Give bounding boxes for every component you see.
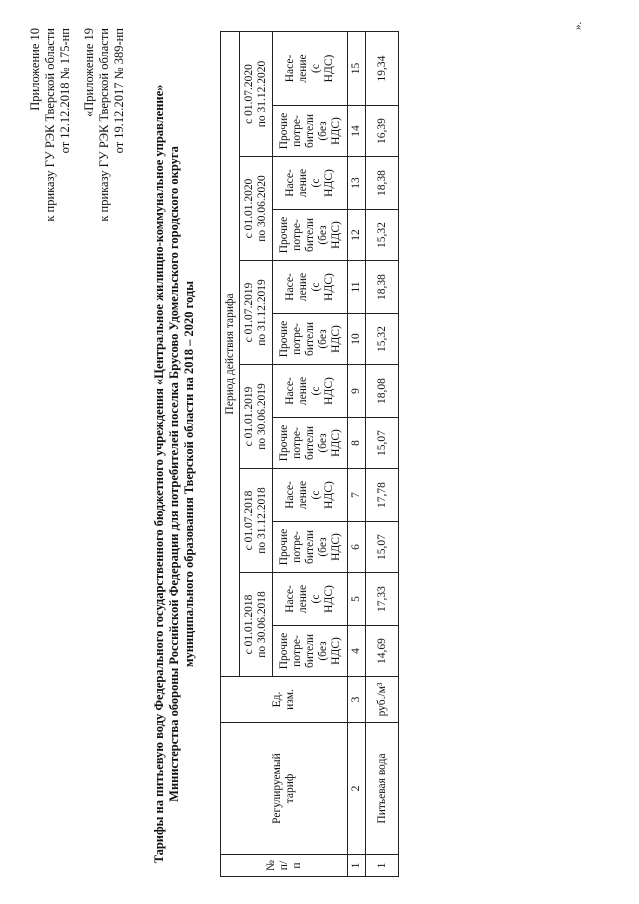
cell-line: потре- [290, 219, 303, 251]
column-number-row [348, 32, 366, 877]
header-cell-period-range [240, 469, 273, 573]
header-cell-other-consumers [273, 522, 348, 573]
header-cell-population [273, 469, 348, 522]
header-cell-unit [221, 677, 348, 723]
column-number-cell: 10 [348, 314, 366, 365]
table-cell: 17,33 [366, 573, 399, 626]
cell-line: (с [310, 282, 322, 292]
column-number-cell: 6 [348, 522, 366, 573]
column-number-cell: 3 [348, 677, 366, 723]
cell-line: № [264, 860, 277, 871]
cell-line: бители [303, 217, 316, 253]
cell-line: (с [310, 178, 322, 188]
cell-line: НДС) [323, 377, 335, 405]
cell-line: Насе- [284, 585, 296, 613]
cell-line: НДС) [323, 585, 335, 613]
header-cell-other-consumers [273, 314, 348, 365]
cell-line: по 30.06.2020 [256, 175, 268, 242]
cell-line: бители [303, 633, 316, 669]
cell-line: с 01.01.2018 [243, 594, 255, 655]
cell-line: по 31.12.2019 [256, 279, 268, 346]
cell-line: ление [297, 272, 309, 302]
cell-line: НДС) [329, 117, 342, 145]
cell-line: НДС) [329, 325, 342, 353]
cell-line: по 30.06.2019 [256, 383, 268, 450]
document-title [152, 74, 197, 874]
appendix-line: от 12.12.2018 № 175-нп [58, 28, 72, 154]
cell-line: НДС) [329, 533, 342, 561]
cell-line: п [290, 862, 303, 869]
header-cell-population [273, 157, 348, 210]
column-number-cell: 8 [348, 418, 366, 469]
column-number-cell: 13 [348, 157, 366, 210]
header-cell-other-consumers [273, 106, 348, 157]
table-cell: руб./м³ [366, 677, 399, 723]
table-cell: 16,39 [366, 106, 399, 157]
header-cell-period: Период действия тарифа [221, 32, 240, 677]
cell-line: НДС) [323, 481, 335, 509]
cell-line: Насе- [284, 377, 296, 405]
appendix-line: к приказу ГУ РЭК Тверской области [43, 28, 57, 222]
column-number-cell: 14 [348, 106, 366, 157]
cell-line: бители [303, 425, 316, 461]
cell-line: ление [297, 584, 309, 614]
column-number-cell: 12 [348, 210, 366, 261]
table-cell: Питьевая вода [366, 723, 399, 855]
table-cell: 15,07 [366, 522, 399, 573]
cell-line: НДС) [323, 169, 335, 197]
column-number-cell: 9 [348, 365, 366, 418]
table-cell: 15,07 [366, 418, 399, 469]
cell-line: потре- [290, 323, 303, 355]
cell-line: потре- [290, 427, 303, 459]
cell-line: НДС) [329, 429, 342, 457]
cell-line: ление [297, 376, 309, 406]
cell-line: Прочие [277, 320, 290, 358]
cell-line: бители [303, 529, 316, 565]
cell-line: с 01.07.2020 [243, 64, 255, 124]
table-cell: 18,38 [366, 261, 399, 314]
cell-line: ление [297, 168, 309, 198]
table-cell: 18,38 [366, 157, 399, 210]
cell-line: Регулируемый [271, 753, 283, 824]
cell-line: Насе- [284, 481, 296, 509]
column-number-cell: 11 [348, 261, 366, 314]
column-number-cell: 4 [348, 626, 366, 677]
cell-line: бители [303, 113, 316, 149]
cell-line: изм. [284, 689, 296, 710]
cell-line: (без [316, 537, 329, 557]
cell-line: потре- [290, 531, 303, 563]
cell-line: Прочие [277, 112, 290, 150]
appendix-line: Приложение 10 [28, 28, 42, 111]
cell-line: Насе- [284, 273, 296, 301]
table-cell: 14,69 [366, 626, 399, 677]
column-number-cell: 7 [348, 469, 366, 522]
table-cell: 17,78 [366, 469, 399, 522]
cell-line: ление [297, 480, 309, 510]
header-cell-other-consumers [273, 418, 348, 469]
column-number-cell: 5 [348, 573, 366, 626]
table-cell: 18,08 [366, 365, 399, 418]
table-cell: 19,34 [366, 32, 399, 106]
cell-line: бители [303, 321, 316, 357]
table-cell: 1 [366, 855, 399, 877]
appendix-line: «Приложение 19 [82, 28, 96, 117]
header-cell-period-range [240, 157, 273, 261]
cell-line: (с [310, 64, 322, 73]
cell-line: Прочие [277, 216, 290, 254]
header-cell-population [273, 573, 348, 626]
cell-line: с 01.01.2019 [243, 386, 255, 447]
appendix-current [28, 28, 73, 222]
header-cell-period-range [240, 573, 273, 677]
cell-line: (без [316, 641, 329, 661]
cell-line: (без [316, 433, 329, 453]
cell-line: по 31.12.2018 [256, 487, 268, 554]
table-cell: 15,32 [366, 210, 399, 261]
table-cell: 15,32 [366, 314, 399, 365]
cell-line: с 01.07.2019 [243, 282, 255, 343]
cell-line: (с [310, 386, 322, 396]
header-cell-period-range [240, 261, 273, 365]
header-cell-population [273, 261, 348, 314]
cell-line: НДС) [329, 637, 342, 665]
column-number-cell: 1 [348, 855, 366, 877]
title-line: Министерства обороны Российской Федерации для потребителей поселка Брусово Удомельского городского округа [167, 146, 181, 802]
cell-line: Прочие [277, 528, 290, 566]
appendix-line: к приказу ГУ РЭК Тверской области [97, 28, 111, 222]
table-body [221, 32, 399, 877]
cell-line: НДС) [323, 273, 335, 301]
closing-quote: ». [572, 21, 584, 30]
appendix-previous [82, 28, 127, 222]
cell-line: потре- [290, 115, 303, 147]
cell-line: (с [310, 594, 322, 604]
tariff-table [220, 31, 399, 877]
table-row [366, 32, 399, 877]
cell-line: с 01.07.2018 [243, 490, 255, 551]
header-cell-population [273, 32, 348, 106]
appendix-line: от 19.12.2017 № 389-нп [112, 28, 126, 154]
title-line: муниципального образования Тверской области на 2018 – 2020 годы [182, 281, 196, 667]
cell-line: (с [310, 490, 322, 500]
cell-line: (без [316, 121, 329, 141]
column-number-cell: 2 [348, 723, 366, 855]
cell-line: (без [316, 329, 329, 349]
header-row-period [221, 32, 240, 877]
cell-line: НДС) [329, 221, 342, 249]
header-cell-period-range [240, 32, 273, 157]
cell-line: (без [316, 225, 329, 245]
header-cell-other-consumers [273, 210, 348, 261]
header-cell-period-range [240, 365, 273, 469]
cell-line: Ед. [271, 691, 283, 708]
header-cell-number [221, 855, 348, 877]
cell-line: тариф [284, 773, 296, 804]
title-line: Тарифы на питьевую воду Федерального государственного бюджетного учреждения «Центральное жилищно-коммунальное управление» [152, 84, 166, 864]
header-cell-tariff [221, 723, 348, 855]
cell-line: п/ [277, 860, 290, 871]
header-cell-population [273, 365, 348, 418]
cell-line: по 31.12.2020 [256, 60, 268, 128]
cell-line: потре- [290, 635, 303, 667]
cell-line: НДС) [323, 54, 335, 83]
cell-line: по 30.06.2018 [256, 591, 268, 658]
cell-line: Прочие [277, 632, 290, 670]
cell-line: Прочие [277, 424, 290, 462]
header-cell-other-consumers [273, 626, 348, 677]
column-number-cell: 15 [348, 32, 366, 106]
cell-line: Насе- [284, 169, 296, 197]
cell-line: Насе- [284, 54, 296, 83]
cell-line: с 01.01.2020 [243, 178, 255, 239]
cell-line: ление [297, 54, 309, 83]
